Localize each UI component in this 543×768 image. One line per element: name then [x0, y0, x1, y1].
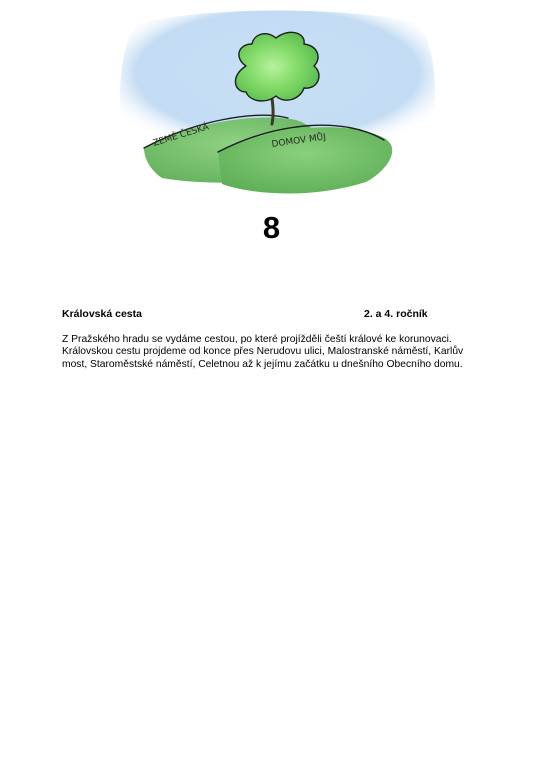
label-zeme-ceska: ZEMĚ ČESKÁ — [151, 122, 211, 149]
hills-tree-illustration — [66, 0, 476, 210]
section-heading — [62, 307, 482, 321]
body-line: Královskou cestu projdeme od konce přes Nerudovu ulici, Malostranské náměstí, Karlův — [62, 346, 464, 358]
page-number: 8 — [262, 210, 281, 245]
heading-grade: 2. a 4. ročník — [364, 308, 428, 320]
body-line: Z Pražského hradu se vydáme cestou, po které projížděli čeští králové ke korunovaci. — [62, 334, 452, 345]
body-line: most, Staroměstské náměstí, Celetnou až k jejímu začátku u dnešního Obecního domu. — [62, 358, 463, 370]
heading-title: Královská cesta — [62, 308, 142, 320]
body-paragraph — [62, 334, 482, 371]
label-domov-muj: DOMOV MŮJ — [271, 132, 327, 150]
